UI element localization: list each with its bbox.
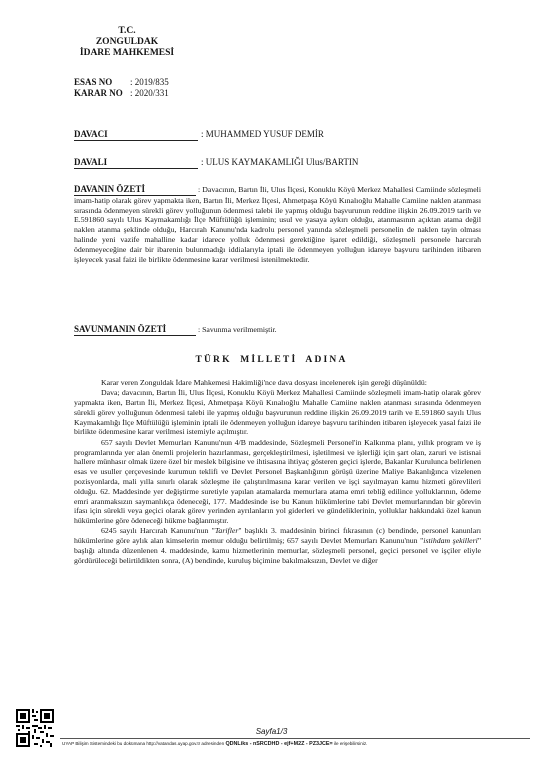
body-p4-part-b: " başlıklı 3. maddesinin birinci fıkrasının (c) bendinde, personel kanunları hükümlerine göre aylık alan kimselerin memur olduğu belirtilmiş; 657 sayılı Devlet Memurları Kanunu'nun ": [74, 526, 481, 546]
footer-divider: [60, 738, 530, 739]
karar-row: [74, 88, 169, 99]
davali-row: [74, 157, 358, 169]
court-header: [66, 26, 188, 59]
decision-body: [74, 378, 481, 566]
page-number: Sayfa1/3: [255, 727, 288, 736]
body-p4-part-a: 6245 sayılı Harcırah Kanunu'nun ": [101, 526, 215, 536]
savunmanin-ozeti-label: SAVUNMANIN ÖZETİ: [74, 325, 196, 336]
esas-label: ESAS NO: [74, 77, 113, 87]
karar-label: KARAR NO: [74, 88, 123, 98]
davaci-label: DAVACI: [74, 129, 198, 141]
court-header-city: ZONGULDAK: [95, 37, 159, 47]
court-header-court: İDARE MAHKEMESİ: [79, 48, 175, 58]
court-header-tc: T.C.: [118, 26, 136, 36]
body-paragraph-2: Dava; davacının, Bartın İli, Ulus İlçesi, Konuklu Köyü Merkez Mahallesi Camiinde sözleşmeli imam-hatip olarak görev yapmakta iken, Bartın İli, Merkez İlçesi, Ahmetpaşa Köyü Kınalıoğlu Mahalle Camiine naklen atanması sırasında ödenmeyen sürekli görev yolluğunun ödenmesi talebi ile yapmış olduğu başvurunun reddine ilişkin 26.09.2019 tarih ve E.591860 sayılı Ulus Kaymakamlığı İlçe Müftülüğü işleminin iptali ile ödenmeyen yolluğun idareye başvuru tarihinden itibaren işleyecek yasal faizi ile birlikte ödenmesine karar verilmesi istemiyle açılmıştır.: [74, 388, 481, 437]
esas-row: [74, 77, 169, 88]
davali-value: : ULUS KAYMAKAMLIĞI Ulus/BARTIN: [201, 157, 359, 167]
footer-note: [62, 741, 532, 747]
nation-title: TÜRK MİLLETİ ADINA: [195, 355, 348, 365]
body-paragraph-3: 657 sayılı Devlet Memurları Kanunu'nun 4/B maddesinde, Sözleşmeli Personel'in Kalkınma planı, yıllık program ve iş programlarında yer alan önemli projelerin hazırlanması, gerçekleştirilmesi, işletilmesi ve işlerliği için şart olan, zaruri ve istisnai hallere münhasır olmak üzere özel bir meslek bilgisine ve ihtisasına ihtiyaç gösteren geçici işlerde, Bakanlar Kurulunca belirlenen esas ve usuller çerçevesinde kurumun teklifi ve Devlet Personel Başkanlığının görüşü üzerine Maliye Bakanlığınca vizelenen pozisyonlarda, mali yılla sınırlı olarak sözleşme ile çalıştırılmasına karar verilen ve işçi sayılmayan kamu hizmeti görevlileri olduğu. 62. Maddesinde yer değiştirme suretiyle yapılan atamalarda memurlara atama emri tebliğ edilince yolluklarının, ödeme emri aranmaksızın saymanlıkça ödeneceği, 177. Maddesinde ise bu Kanun hükümlerine tabi Devlet memurlarından bir görevin ifası için sürekli veya geçici olarak görev yerinden ayrılanların yol giderleri ve gündeliklerinin, yolluklar hakkındaki özel kanun hükümlerine göre ödeneceği hükme bağlanmıştır.: [74, 437, 481, 526]
karar-value: : 2020/331: [130, 88, 169, 98]
davaci-row: [74, 129, 324, 141]
davanin-ozeti-text: : Davacının, Bartın İli, Ulus İlçesi, Konuklu Köyü Merkez Mahallesi Camiinde sözleşmeli imam-hatip olarak görev yapmakta iken, Bartın İli, Merkez İlçesi, Ahmetpaşa Köyü Kınalıoğlu Mahalle Camiine naklen atanması sırasında ödenmeyen sürekli görev yolluğunun ödenmesi talebi ile yapmış olduğu başvurunun reddine ilişkin 26.09.2019 tarih ve E.591860 sayılı Ulus Kaymakamlığı İlçe Müftülüğü işleminin; usul ve yasaya aykırı olduğu, atanmasının açıktan atama değil naklen atanma şeklinde olduğu, Harcırah Kanunu'nda kadrolu personel yanında sözleşmeli personelin de naklen tayin olması halinde yeni vazife mahalline kadar idarece yolluk ödenmesi gerektiğine işaret edildiği, sözleşmeli personele harcırah ödenmeyeceğine dair bir ibarenin bulunmadığı iddialarıyla iptali ile ödenmeyen yolluğun idareye başvuru tarihinden itibaren işleyecek yasal faizi ile birlikte ödenmesine karar verilmesi istenilmektedir.: [74, 185, 481, 264]
body-paragraph-4: [74, 526, 481, 565]
case-numbers: [74, 77, 169, 99]
savunmanin-ozeti-text: : Savunma verilmemiştir.: [197, 325, 277, 334]
davaci-value: : MUHAMMED YUSUF DEMİR: [201, 129, 324, 139]
body-p4-italic-tarifler: Tarifler: [214, 526, 239, 536]
davanin-ozeti-section: [74, 185, 481, 264]
savunmanin-ozeti-section: [74, 325, 481, 336]
davali-label: DAVALI: [74, 157, 198, 169]
footer-note-prefix: UYAP Bilişim Sistemindeki bu dokümana http://vatandas.uyap.gov.tr adresinden: [62, 741, 225, 746]
body-p4-italic-istihdam: istihdam şekilleri: [423, 536, 478, 546]
footer-note-suffix: ile erişebilirsiniz.: [333, 741, 368, 746]
esas-value: : 2019/835: [130, 77, 169, 87]
footer-verification-code: QDNLiks - nSRCDHD - ejf+M2Z - PZ3JCE=: [225, 741, 333, 747]
body-p4-part-c: " başlığı altında düzenlenen 4. maddesinde, kamu hizmetlerinin memurlar, sözleşmeli personel, geçici personel ve işçiler eliyle gördürüleceği belirtildikten sonra, (A) bendinde, kuruluş biçimine bakılmaksızın, Devlet ve diğer: [74, 536, 481, 565]
davanin-ozeti-label: DAVANIN ÖZETİ: [74, 185, 196, 196]
body-paragraph-1: Karar veren Zonguldak İdare Mahkemesi Hakimliği'nce dava dosyası incelenerek işin gereği düşünüldü:: [101, 378, 427, 387]
